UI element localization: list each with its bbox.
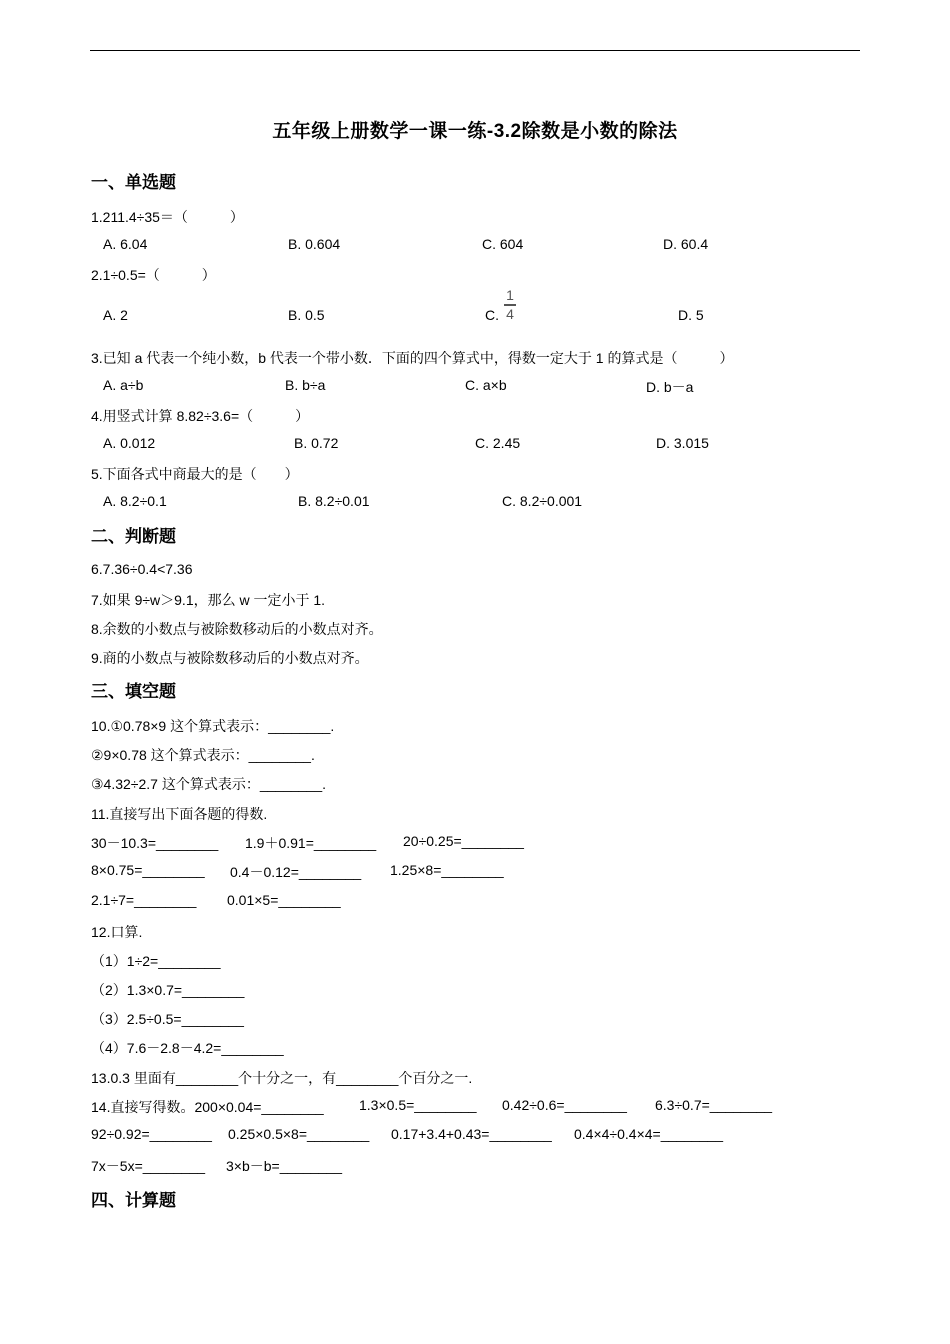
q3-option-d: D. b－a	[646, 379, 694, 395]
q14-item: 3×b－b=________	[226, 1158, 342, 1174]
question-11-stem: 11.直接写出下面各题的得数.	[91, 806, 268, 822]
question-12-stem: 12.口算.	[91, 924, 143, 940]
q5-option-a: A. 8.2÷0.1	[103, 493, 167, 509]
q14-item: 0.42÷0.6=________	[502, 1097, 627, 1113]
q12-item: （1）1÷2=________	[91, 953, 221, 969]
question-9: 9.商的小数点与被除数移动后的小数点对齐。	[91, 650, 369, 666]
question-13: 13.0.3 里面有________个十分之一，有________个百分之一.	[91, 1070, 473, 1086]
q11-item: 1.25×8=________	[390, 862, 504, 878]
question-5-stem: 5.下面各式中商最大的是（ ）	[91, 466, 299, 482]
q4-option-c: C. 2.45	[475, 435, 521, 451]
question-10-part-2: ②9×0.78 这个算式表示：________.	[91, 747, 315, 763]
q11-item: 30－10.3=________	[91, 835, 219, 851]
q14-item: 6.3÷0.7=________	[655, 1097, 773, 1113]
q1-option-a: A. 6.04	[103, 236, 148, 252]
question-2-stem: 2.1÷0.5=（ ）	[91, 267, 216, 283]
section-heading-single-choice: 一、单选题	[91, 173, 176, 192]
page-title: 五年级上册数学一课一练-3.2除数是小数的除法	[272, 121, 678, 142]
fraction-denominator: 4	[506, 305, 514, 322]
q14-item: 7x－5x=________	[91, 1158, 206, 1174]
q11-item: 0.4－0.12=________	[230, 864, 362, 880]
q11-item: 2.1÷7=________	[91, 892, 197, 908]
header-rule	[90, 50, 860, 51]
question-8: 8.余数的小数点与被除数移动后的小数点对齐。	[91, 621, 383, 637]
q12-item: （3）2.5÷0.5=________	[91, 1011, 244, 1027]
q3-option-b: B. b÷a	[285, 377, 326, 393]
q14-item: 0.4×4÷0.4×4=________	[574, 1126, 723, 1142]
question-10-part-3: ③4.32÷2.7 这个算式表示：________.	[91, 776, 327, 792]
q2-option-b: B. 0.5	[288, 307, 325, 323]
q1-option-c: C. 604	[482, 236, 524, 252]
q14-item: 1.3×0.5=________	[359, 1097, 477, 1113]
q11-item: 20÷0.25=________	[403, 833, 524, 849]
q5-option-b: B. 8.2÷0.01	[298, 493, 370, 509]
q4-option-b: B. 0.72	[294, 435, 339, 451]
question-7: 7.如果 9÷w＞9.1，那么 w 一定小于 1.	[91, 592, 326, 608]
q4-option-a: A. 0.012	[103, 435, 156, 451]
q3-option-c: C. a×b	[465, 377, 507, 393]
section-heading-fill-blank: 三、填空题	[91, 682, 176, 701]
section-heading-true-false: 二、判断题	[91, 527, 176, 546]
q14-item: 0.25×0.5×8=________	[228, 1126, 370, 1142]
question-4-stem: 4.用竖式计算 8.82÷3.6=（ ）	[91, 408, 310, 424]
q3-option-a: A. a÷b	[103, 377, 144, 393]
question-1-stem: 1.211.4÷35＝（ ）	[91, 209, 244, 225]
question-10-part-1: 10.①0.78×9 这个算式表示：________.	[91, 718, 335, 734]
q12-item: （4）7.6－2.8－4.2=________	[91, 1040, 284, 1056]
question-3-stem: 3.已知 a 代表一个纯小数，b 代表一个带小数．下面的四个算式中，得数一定大于 1 的算式是（ ）	[91, 350, 734, 366]
q2-option-d: D. 5	[678, 307, 704, 323]
q5-option-c: C. 8.2÷0.001	[502, 493, 583, 509]
section-heading-calculation: 四、计算题	[91, 1191, 176, 1210]
q12-item: （2）1.3×0.7=________	[91, 982, 245, 998]
q14-item: 92÷0.92=________	[91, 1126, 212, 1142]
q1-option-b: B. 0.604	[288, 236, 341, 252]
q1-option-d: D. 60.4	[663, 236, 709, 252]
q14-item: 14.直接写得数。200×0.04=________	[91, 1099, 324, 1115]
q2-option-c: C.	[485, 307, 499, 323]
q4-option-d: D. 3.015	[656, 435, 709, 451]
q2-option-c-fraction	[503, 288, 517, 322]
q11-item: 0.01×5=________	[227, 892, 341, 908]
fraction-numerator: 1	[506, 287, 514, 303]
question-6: 6.7.36÷0.4<7.36	[91, 561, 193, 577]
q2-option-a: A. 2	[103, 307, 128, 323]
q11-item: 8×0.75=________	[91, 862, 205, 878]
q14-item: 0.17+3.4+0.43=________	[391, 1126, 552, 1142]
q11-item: 1.9＋0.91=________	[245, 835, 377, 851]
